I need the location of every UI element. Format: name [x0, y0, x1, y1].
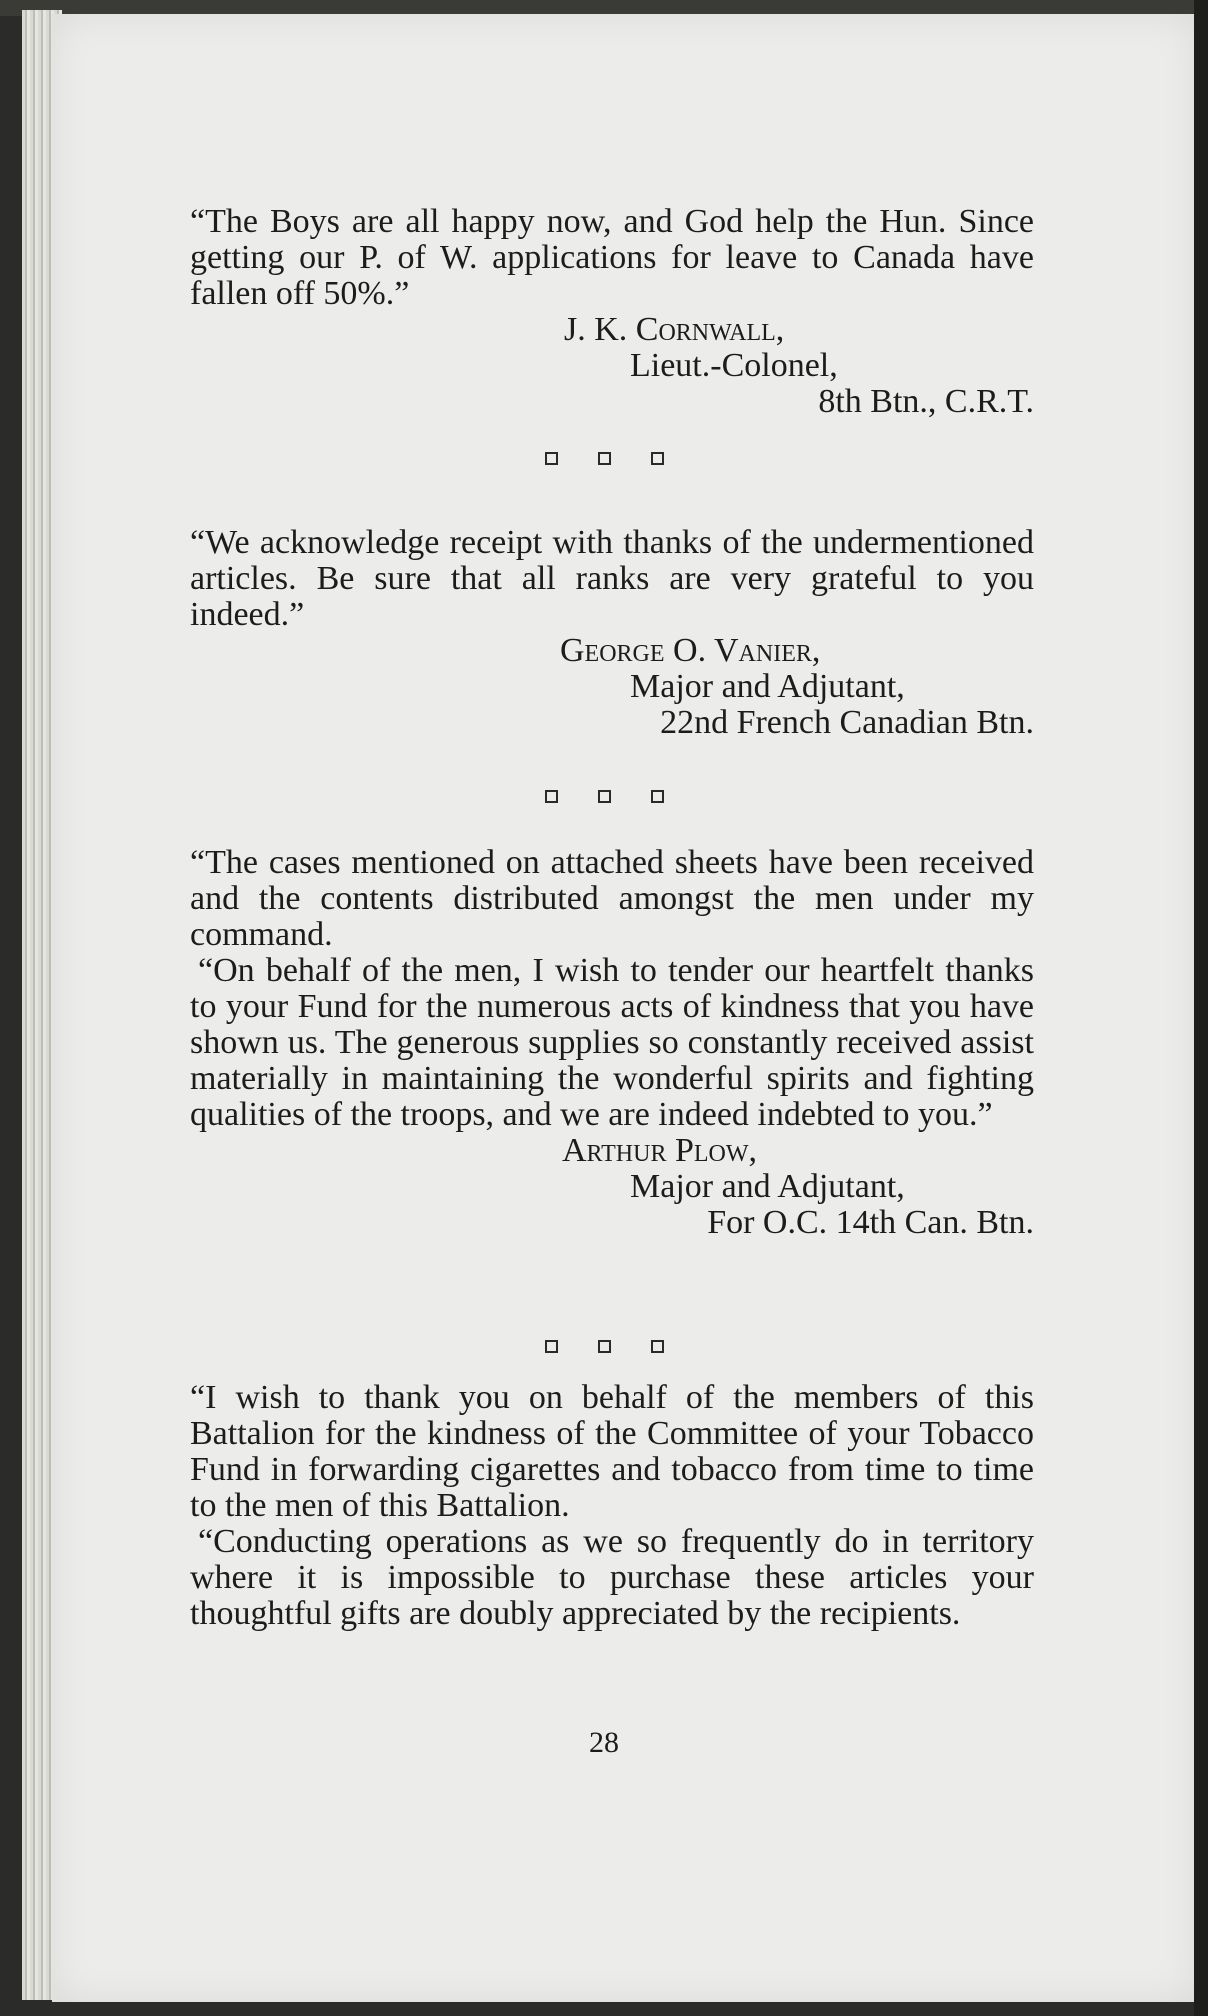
- letter-3-signature-rank: Major and Adjutant,: [630, 1168, 905, 1205]
- letter-3-paragraph-1: “The cases mentioned on attached sheets have been received and the contents distributed amongst the men under my command.: [190, 844, 1034, 953]
- letter-3: [190, 845, 1034, 1241]
- section-separator-1: [0, 452, 1208, 465]
- letter-4-paragraph-1: “I wish to thank you on behalf of the members of this Battalion for the kindness of the Committee of your Tobacco Fund in forwarding cigarettes and tobacco from time to time to the men of this Battalion.: [190, 1379, 1034, 1524]
- hollow-square-icon: [651, 1340, 664, 1353]
- letter-3-signature-name: Arthur Plow,: [562, 1132, 758, 1169]
- hollow-square-icon: [598, 1340, 611, 1353]
- letter-2-signature-rank: Major and Adjutant,: [630, 668, 905, 705]
- letter-1-signature-rank: Lieut.-Colonel,: [630, 347, 838, 384]
- letter-1: [190, 204, 1034, 420]
- letter-4: [190, 1380, 1034, 1632]
- hollow-square-icon: [651, 452, 664, 465]
- letter-1-paragraph-1: “The Boys are all happy now, and God help the Hun. Since getting our P. of W. applications for leave to Canada have fallen off 50%.”: [190, 203, 1034, 312]
- letter-2-signature-unit: 22nd French Canadian Btn.: [660, 704, 1034, 741]
- letter-3-paragraph-2: “On behalf of the men, I wish to tender our heartfelt thanks to your Fund for the numerous acts of kindness that you have shown us. The generous supplies so constantly received assist materially in maintaining the wonderful spirits and fighting qualities of the troops, and we are indeed indebted to you.”: [190, 952, 1034, 1133]
- letter-1-signature-unit: 8th Btn., C.R.T.: [818, 383, 1034, 420]
- page-number: 28: [589, 1726, 619, 1759]
- letter-2-signature-name: George O. Vanier,: [560, 632, 821, 669]
- letter-2: [190, 525, 1034, 741]
- hollow-square-icon: [545, 452, 558, 465]
- hollow-square-icon: [598, 452, 611, 465]
- hollow-square-icon: [545, 1340, 558, 1353]
- section-separator-2: [0, 790, 1208, 803]
- hollow-square-icon: [545, 790, 558, 803]
- letter-2-paragraph-1: “We acknowledge receipt with thanks of the undermentioned articles. Be sure that all ranks are very grateful to you indeed.”: [190, 524, 1034, 633]
- letter-3-signature-unit: For O.C. 14th Can. Btn.: [707, 1204, 1034, 1241]
- letter-1-signature-name: J. K. Cornwall,: [564, 311, 785, 348]
- letter-4-paragraph-2: “Conducting operations as we so frequently do in territory where it is impossible to purchase these articles your thoughtful gifts are doubly appreciated by the recipients.: [190, 1523, 1034, 1632]
- scan-frame-right: [1194, 0, 1208, 2016]
- section-separator-3: [0, 1340, 1208, 1353]
- hollow-square-icon: [651, 790, 664, 803]
- hollow-square-icon: [598, 790, 611, 803]
